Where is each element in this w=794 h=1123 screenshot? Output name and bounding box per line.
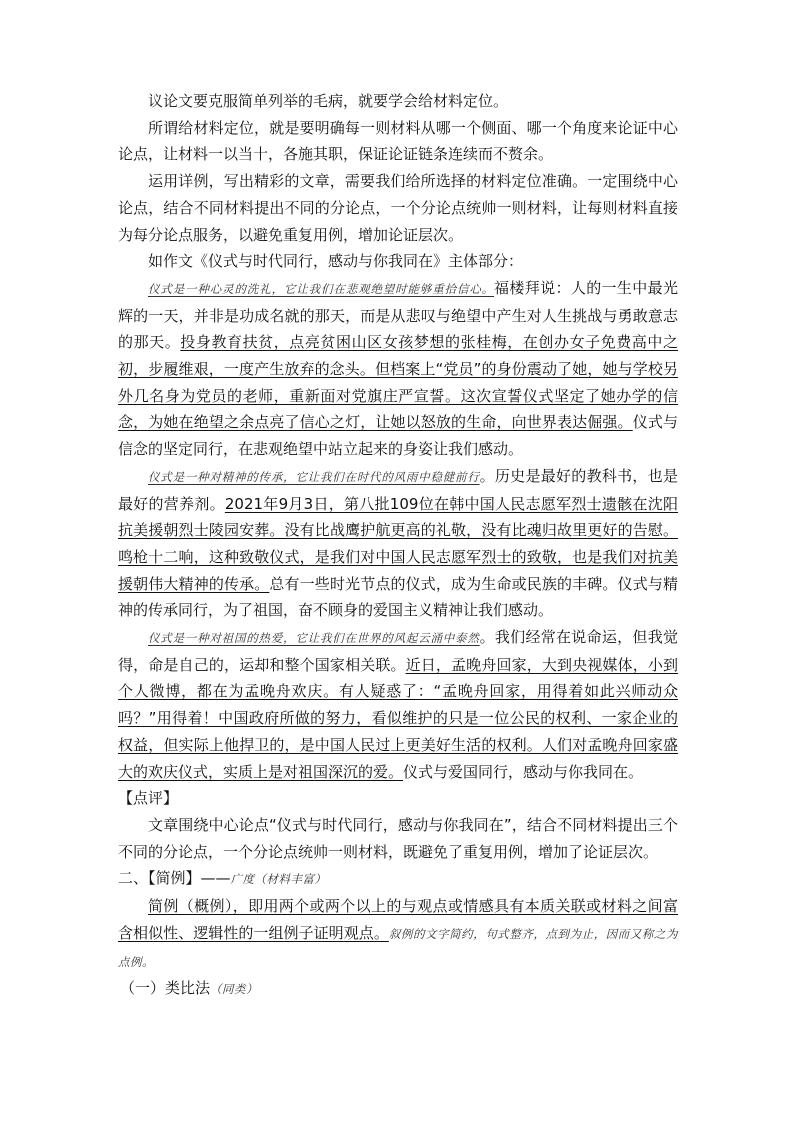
brief-example-note: 叙例的文字简约，句式整齐，点到为止，因而又称之为点例。 [118,926,678,969]
subsection-heading [118,975,678,1003]
brief-example-definition: 简例（概例），即用两个或两个以上的与观点或情感具有本质关联或材料之间富含相似性、逻辑性的一组例子证明观点。 [118,897,678,942]
subsection-note: （同类） [210,982,259,997]
example-martyrs: 2021年9月3日，第八批109位在韩中国人民志愿军烈士遗骸在沈阳抗美援朝烈士陵园安葬。没有比战鹰护航更高的礼敬，没有比魂归故里更好的告慰。鸣枪十二响，这种致敬仪式，是我们对中国人民志愿军烈士的致敬，也是我们对抗美援朝伟大精神的传承。 [118,494,678,593]
subpoint-1: 仪式是一种心灵的洗礼，它让我们在悲观绝望时能够重拾信心。 [148,281,495,296]
summary-2: 总有一些时光节点的仪式，成为生命或民族的丰碑。仪式与精神的传承同行，为了祖国，奋不顾身的爱国主义精神让我们感动。 [118,574,678,620]
document-page [118,88,678,1003]
section-2-subtitle: 广度（材料丰富） [230,872,327,887]
paragraph-3: 运用详例，写出精彩的文章，需要我们给所选择的材料定位准确。一定围绕中心论点，结合不同材料提出不同的分论点，一个分论点统帅一则材料，让每则材料直接为每分论点服务，以避免重复用例，增加论证层次。 [118,172,678,244]
destiny-text: 。我们经常在说命运，但我觉得，命是自己的，运却和整个国家相关联。 [118,628,678,674]
review-text: 文章围绕中心论点“仪式与时代同行，感动与你我同在”，结合不同材料提出三个不同的分论点，一个分论点统帅一则材料，既避免了重复用例，增加了论证层次。 [118,815,678,861]
quote-text: 福楼拜说：人的一生中最光辉的一天，并非是功成名就的那天，而是从悲叹与绝望中产生对人生挑战与勇敢意志的那天。 [118,278,678,352]
history-text: 。历史是最好的教科书，也是最好的营养剂。 [118,466,678,513]
essay-section-2 [118,463,678,624]
section-2-intro [118,893,678,975]
essay-section-1 [118,275,678,463]
example-meng-wanzhou: 近日，孟晚舟回家，大到央视媒体，小到个人微博，都在为孟晚舟欢庆。有人疑惑了：“孟晚舟回家，用得着如此兴师动众吗？”用得着！中国政府所做的努力，看似维护的只是一位公民的权利、一家企业的权益，但实际上他捍卫的，是中国人民过上更美好生活的权利。人们对孟晚舟回家盛大的欢庆仪式，实质上是对祖国深沉的爱。 [118,655,678,781]
section-2-heading [118,865,678,893]
paragraph-1: 议论文要克服简单列举的毛病，就要学会给材料定位。 [148,92,509,110]
section-2-title: 二、【简例】—— [118,869,231,888]
subpoint-2: 仪式是一种对精神的传承，它让我们在时代的风雨中稳健前行 [148,469,480,484]
example-zhang-guimei: 投身教育扶贫，点亮贫困山区女孩梦想的张桂梅，在创办女子免费高中之初，步履维艰，一度产生放弃的念头。但档案上“党员”的身份震动了她，她与学校另外几名身为党员的老师，重新面对党旗庄严宣誓。这次宣誓仪式坚定了她办学的信念，为她在绝望之余点亮了信心之灯，让她以怒放的生命，向世界表达倔强。 [118,333,678,432]
paragraph-4: 如作文《仪式与时代同行，感动与你我同在》主体部分： [148,252,524,271]
review-label: 【点评】 [118,789,179,808]
paragraph-2: 所谓给材料定位，就是要明确每一则材料从哪一个侧面、哪一个角度来论证中心论点，让材料一以当十，各施其职，保证论证链条连续而不赘余。 [118,118,678,164]
essay-section-3 [118,624,678,785]
subpoint-3: 仪式是一种对祖国的热爱，它让我们在世界的风起云涌中泰然 [148,631,480,646]
summary-3: 仪式与爱国同行，感动与你我同在。 [403,762,644,781]
summary-1: 仪式与信念的坚定同行，在悲观绝望中站立起来的身姿让我们感动。 [118,413,678,459]
subsection-title: （一）类比法 [120,979,211,998]
